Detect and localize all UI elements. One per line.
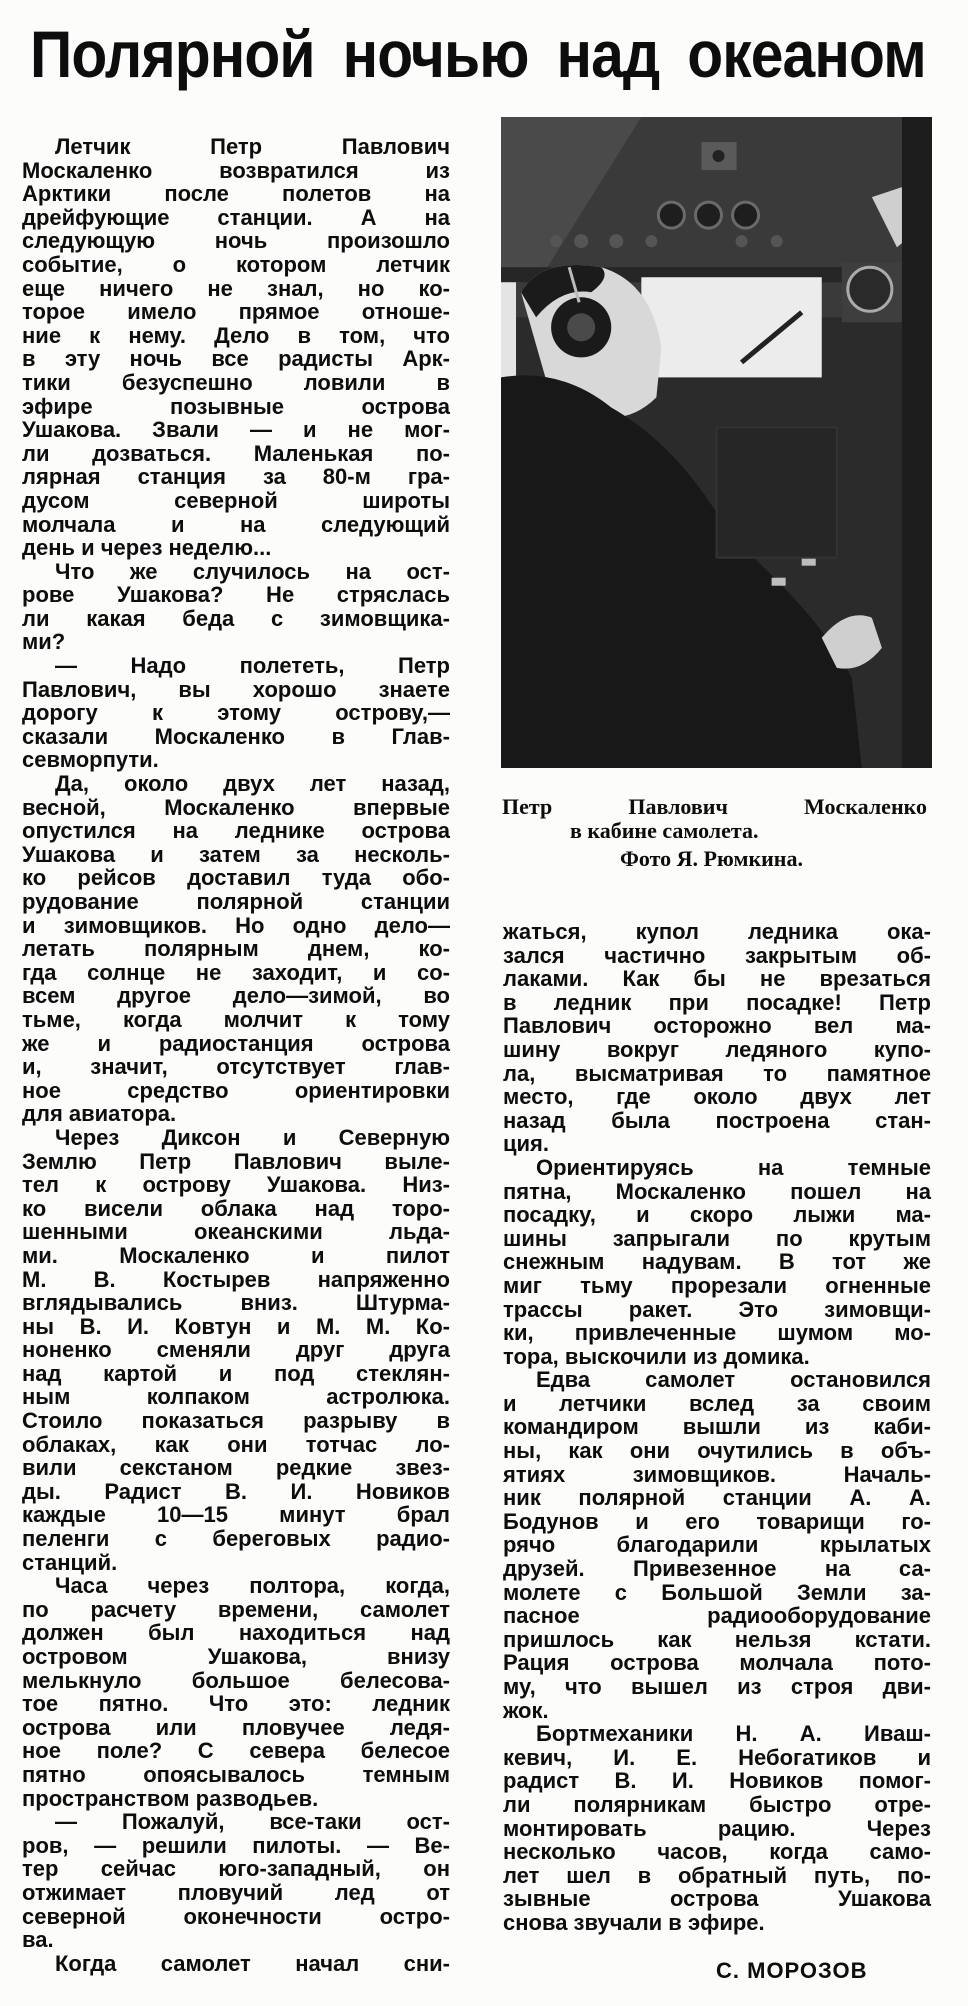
photo-credit: Фото Я. Рюмкина.: [620, 846, 803, 871]
text-line: следующую ночь произошло: [22, 228, 450, 254]
article-column-left: [22, 135, 450, 1975]
text-line: по расчету времени, самолет: [22, 1596, 450, 1622]
text-line: тер сейчас юго-западный, он: [22, 1856, 450, 1882]
text-line: ноненко сменяли друг друга: [22, 1337, 450, 1363]
text-line: ция.: [503, 1131, 549, 1157]
text-line: ятиях зимовщиков. Началь-: [503, 1461, 931, 1487]
text-line: Когда самолет начал сни-: [55, 1950, 450, 1976]
text-line: пространством разводьев.: [22, 1785, 319, 1811]
photo-pilot-in-cockpit: [501, 117, 932, 768]
text-line: Через Диксон и Северную: [55, 1124, 450, 1150]
text-line: севморпути.: [22, 747, 159, 773]
text-line: ров, — решили пилоты. — Ве-: [22, 1832, 450, 1858]
text-line: для авиатора.: [22, 1101, 177, 1127]
text-line: снова звучали в эфире.: [503, 1909, 765, 1935]
text-line: ным колпаком астролюка.: [22, 1384, 450, 1410]
text-line: облаках, как они тотчас ло-: [22, 1431, 450, 1457]
text-line: эфире позывные острова: [22, 393, 450, 419]
text-line: островом Ушакова, внизу: [22, 1644, 450, 1669]
text-line: ва.: [22, 1927, 54, 1953]
text-line: друзей. Привезенное на са-: [503, 1556, 931, 1582]
text-line: вглядывались вниз. Штурма-: [22, 1290, 450, 1316]
text-line: тое пятно. Что это: ледник: [22, 1691, 450, 1717]
text-line: дусом северной широты: [22, 487, 450, 513]
headline: Полярной ночью над океаном: [30, 17, 926, 91]
photo-caption-line: в кабине самолета.: [570, 818, 759, 843]
text-line: посадку, и скоро лыжи ма-: [503, 1202, 931, 1228]
text-line: жаться, купол ледника ока-: [503, 919, 931, 944]
text-line: лет шел в обратный путь, по-: [503, 1862, 931, 1888]
paragraph: [22, 560, 450, 654]
text-line: дорогу к этому острову,—: [22, 700, 450, 726]
text-line: пятно опоясывалось темным: [22, 1761, 450, 1787]
text-line: ны В. И. Ковтун и М. М. Ко-: [22, 1313, 450, 1339]
text-line: назад была построена стан-: [503, 1107, 931, 1133]
text-line: кевич, И. Е. Небогатиков и: [503, 1744, 931, 1770]
headline-box: [30, 14, 926, 94]
photo-image: [501, 117, 932, 768]
text-line: тьме, когда молчит к тому: [22, 1006, 450, 1032]
text-line: ко рейсов доставил туда обо-: [22, 865, 450, 891]
paragraph: [22, 772, 450, 1126]
text-line: командиром вышли из каби-: [503, 1414, 931, 1440]
text-line: Ориентируясь на темные: [536, 1154, 931, 1180]
article-column-right: [503, 920, 931, 1935]
paragraph: [22, 135, 450, 560]
text-line: Бортмеханики Н. А. Иваш-: [536, 1721, 931, 1747]
text-line: Арктики после полетов на: [22, 181, 450, 207]
text-line: ла, высматривая то памятное: [503, 1060, 931, 1086]
text-line: Бодунов и его товарищи го-: [503, 1508, 931, 1534]
text-line: сказали Москаленко в Глав-: [22, 723, 450, 749]
text-line: станций.: [22, 1549, 118, 1575]
text-line: Что же случилось на ост-: [55, 558, 450, 584]
paragraph: [503, 920, 931, 1156]
text-line: миг тьму прорезали огненные: [503, 1272, 931, 1298]
text-line: и зимовщиков. Но одно дело—: [22, 912, 450, 938]
paragraph: [22, 1574, 450, 1810]
text-line: трассы ракет. Это зимовщи-: [503, 1296, 931, 1322]
text-line: пасное радиооборудование: [503, 1603, 931, 1629]
text-line: день и через неделю...: [22, 535, 272, 561]
text-line: ние к нему. Дело в том, что: [22, 322, 450, 348]
text-line: зался частично закрытым об-: [503, 942, 931, 968]
text-line: ды. Радист В. И. Новиков: [22, 1478, 450, 1504]
text-line: Рация острова молчала пото-: [503, 1650, 931, 1676]
photo-caption-line: Петр Павлович Москаленко: [502, 794, 927, 819]
paragraph: [503, 1368, 931, 1722]
text-line: Часа через полтора, когда,: [55, 1573, 450, 1599]
text-line: му, что вышел из строя дви-: [503, 1674, 931, 1699]
text-line: ко висели облака над торо-: [22, 1195, 450, 1221]
text-line: шенными океанскими льда-: [22, 1219, 450, 1245]
paragraph: [22, 1810, 450, 1952]
text-line: — Пожалуй, все-таки ост-: [55, 1809, 450, 1835]
text-line: дрейфующие станции. А на: [22, 204, 450, 230]
text-line: молете с Большой Земли за-: [503, 1579, 931, 1605]
text-line: — Надо полететь, Петр: [55, 653, 450, 679]
text-line: и, значит, отсутствует глав-: [22, 1054, 450, 1080]
text-line: вили секстаном редкие звез-: [22, 1455, 450, 1481]
text-line: ли какая беда с зимовщика-: [22, 605, 450, 631]
text-line: пятна, Москаленко пошел на: [503, 1178, 931, 1204]
text-line: над картой и под стеклян-: [22, 1360, 450, 1386]
text-line: каждые 10—15 минут брал: [22, 1502, 450, 1528]
text-line: всем другое дело—зимой, во: [22, 983, 450, 1009]
text-line: шины запрыгали по крутым: [503, 1225, 931, 1251]
text-line: еще ничего не знал, но ко-: [22, 275, 450, 301]
text-line: Да, около двух лет назад,: [55, 771, 450, 797]
text-line: тики безуспешно ловили в: [22, 369, 450, 395]
text-line: шину вокруг ледяного купо-: [503, 1036, 931, 1062]
text-line: Павлович, вы хорошо знаете: [22, 676, 450, 702]
author-signature: С. МОРОЗОВ: [716, 1958, 868, 1983]
text-line: в эту ночь все радисты Арк-: [22, 346, 450, 372]
text-line: ли полярникам быстро отре-: [503, 1791, 931, 1817]
text-line: Павлович осторожно вел ма-: [503, 1013, 931, 1039]
text-line: ное средство ориентировки: [22, 1077, 450, 1103]
text-line: летать полярным днем, ко-: [22, 936, 450, 962]
text-line: Едва самолет остановился: [536, 1367, 931, 1393]
text-line: снежным надувам. В тот же: [503, 1249, 931, 1275]
paragraph: [503, 1722, 931, 1934]
text-line: мелькнуло большое белесова-: [22, 1667, 450, 1693]
text-line: опустился на леднике острова: [22, 818, 450, 844]
text-line: зывные острова Ушакова: [503, 1886, 931, 1912]
text-line: тел к острову Ушакова. Низ-: [22, 1172, 450, 1198]
text-line: торое имело прямое отноше-: [22, 299, 450, 325]
text-line: тора, выскочили из домика.: [503, 1343, 810, 1369]
text-line: отжимает пловучий лед от: [22, 1879, 450, 1905]
paragraph: [22, 654, 450, 772]
text-line: северной оконечности остро-: [22, 1903, 450, 1929]
text-line: лярная станция за 80-м гра-: [22, 464, 450, 490]
text-line: жок.: [503, 1697, 549, 1723]
text-line: Москаленко возвратился из: [22, 157, 450, 183]
text-line: молчала и на следующий: [22, 511, 450, 537]
text-line: Ушакова. Звали — и не мог-: [22, 417, 450, 443]
text-line: острова или пловучее ледя-: [22, 1714, 450, 1740]
paragraph: [503, 1156, 931, 1368]
text-line: Землю Петр Павлович выле-: [22, 1148, 450, 1174]
text-line: событие, о котором летчик: [22, 251, 450, 277]
text-line: должен был находиться над: [22, 1620, 450, 1646]
text-line: рячо благодарили крылатых: [503, 1532, 931, 1558]
text-line: ник полярной станции А. А.: [503, 1485, 931, 1511]
text-line: ли дозваться. Маленькая по-: [22, 440, 450, 466]
text-line: пришлось как нельзя кстати.: [503, 1626, 931, 1652]
text-line: ны, как они очутились в объ-: [503, 1438, 931, 1464]
text-line: рове Ушакова? Не стряслась: [22, 582, 450, 608]
text-line: же и радиостанция острова: [22, 1030, 450, 1056]
text-line: Стоило показаться разрыву в: [22, 1408, 450, 1434]
paragraph: [22, 1126, 450, 1574]
text-line: радист В. И. Новиков помог-: [503, 1768, 931, 1794]
text-line: М. В. Костырев напряженно: [22, 1266, 450, 1292]
text-line: ми?: [22, 629, 66, 655]
text-line: рудование полярной станции: [22, 889, 450, 914]
text-line: ми. Москаленко и пилот: [22, 1242, 450, 1268]
text-line: и летчики вслед за своим: [503, 1390, 931, 1416]
text-line: в ледник при посадке! Петр: [503, 989, 931, 1015]
text-line: место, где около двух лет: [503, 1084, 931, 1110]
text-line: ное поле? С севера белесое: [22, 1738, 450, 1764]
text-line: лаками. Как бы не врезаться: [503, 966, 931, 992]
text-line: несколько часов, когда само-: [503, 1839, 931, 1865]
text-line: ки, привлеченные шумом мо-: [503, 1320, 931, 1346]
text-line: весной, Москаленко впервые: [22, 794, 450, 820]
text-line: гда солнце не заходит, и со-: [22, 959, 450, 985]
text-line: Летчик Петр Павлович: [55, 134, 450, 159]
text-line: монтировать рацию. Через: [503, 1815, 931, 1841]
paragraph: [22, 1952, 450, 1976]
text-line: Ушакова и затем за несколь-: [22, 841, 450, 867]
text-line: пеленги с береговых радио-: [22, 1526, 450, 1552]
